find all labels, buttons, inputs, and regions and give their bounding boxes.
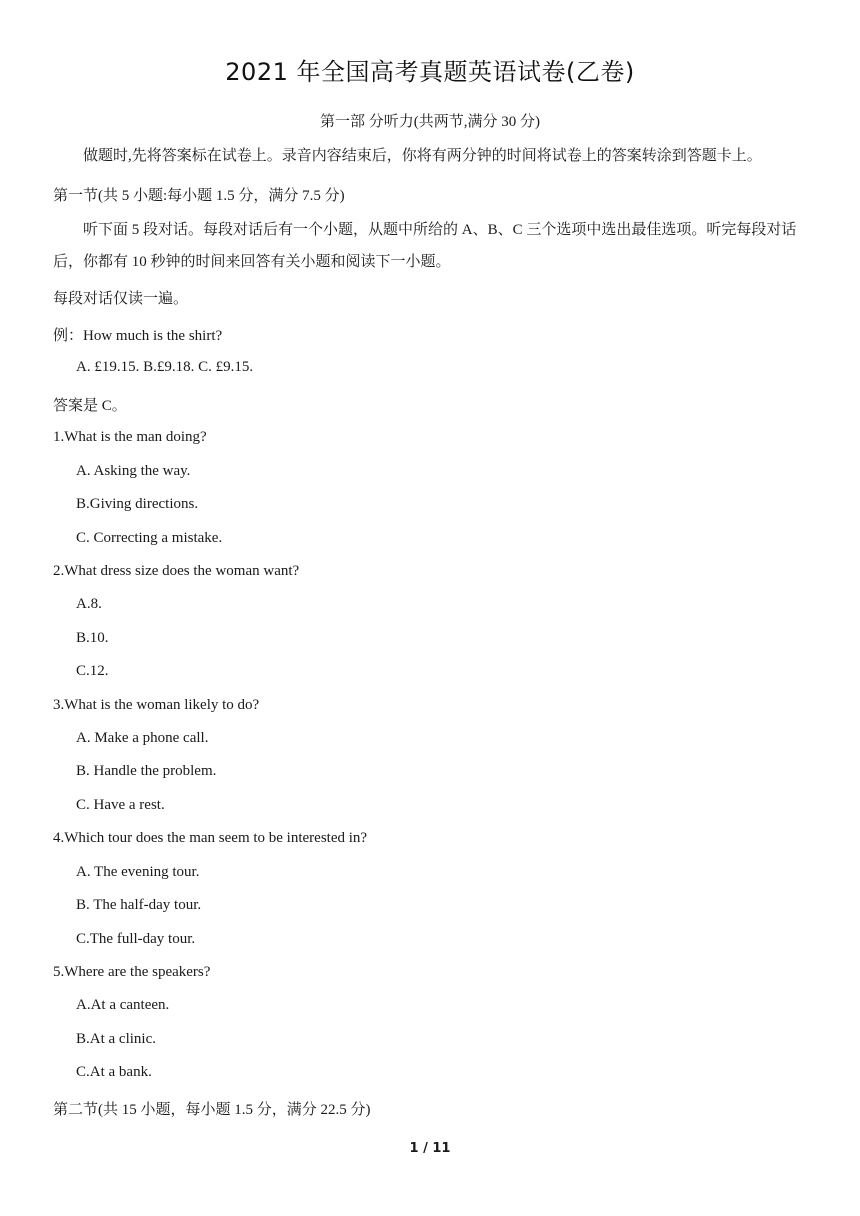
question-1: 1.What is the man doing? [53, 429, 207, 445]
option-1b: B.Giving directions. [76, 496, 199, 512]
option-4b: B. The half-day tour. [76, 897, 202, 913]
option-1c: C. Correcting a mistake. [76, 530, 223, 546]
option-1a: A. Asking the way. [76, 463, 191, 479]
intro-paragraph: 做题时,先将答案标在试卷上。录音内容结束后，你将有两分钟的时间将试卷上的答案转涂到答题卡上。 [83, 148, 762, 164]
question-3: 3.What is the woman likely to do? [53, 697, 260, 713]
option-3b: B. Handle the problem. [76, 763, 217, 779]
option-5b: B.At a clinic. [76, 1031, 156, 1047]
page-number: 1 / 11 [409, 1141, 451, 1156]
option-2b: B.10. [76, 630, 109, 646]
option-4a: A. The evening tour. [76, 864, 200, 880]
part-heading: 第一部 分听力(共两节,满分 30 分) [320, 114, 540, 130]
option-4c: C.The full-day tour. [76, 931, 196, 947]
example-answer: 答案是 C。 [53, 398, 127, 414]
exam-title: 2021 年全国高考真题英语试卷(乙卷) [225, 58, 635, 86]
read-once-note: 每段对话仅读一遍。 [53, 291, 189, 307]
option-5c: C.At a bank. [76, 1064, 152, 1080]
section1-heading: 第一节(共 5 小题:每小题 1.5 分，满分 7.5 分) [53, 188, 345, 204]
option-3a: A. Make a phone call. [76, 730, 209, 746]
example-question: 例：How much is the shirt? [53, 328, 223, 344]
question-5: 5.Where are the speakers? [53, 964, 211, 980]
option-2c: C.12. [76, 663, 109, 679]
section1-instructions: 听下面 5 段对话。每段对话后有一个小题，从题中所给的 A、B、C 三个选项中选出最佳选项。听完每段对话后，你都有 10 秒钟的时间来回答有关小题和阅读下一小题。 [53, 222, 797, 270]
option-5a: A.At a canteen. [76, 997, 170, 1013]
question-4: 4.Which tour does the man seem to be interested in? [53, 830, 368, 846]
section2-heading: 第二节(共 15 小题，每小题 1.5 分，满分 22.5 分) [53, 1102, 371, 1118]
example-options: A. £19.15. B.£9.18. C. £9.15. [76, 359, 254, 375]
option-3c: C. Have a rest. [76, 797, 165, 813]
option-2a: A.8. [76, 596, 102, 612]
question-2: 2.What dress size does the woman want? [53, 563, 300, 579]
